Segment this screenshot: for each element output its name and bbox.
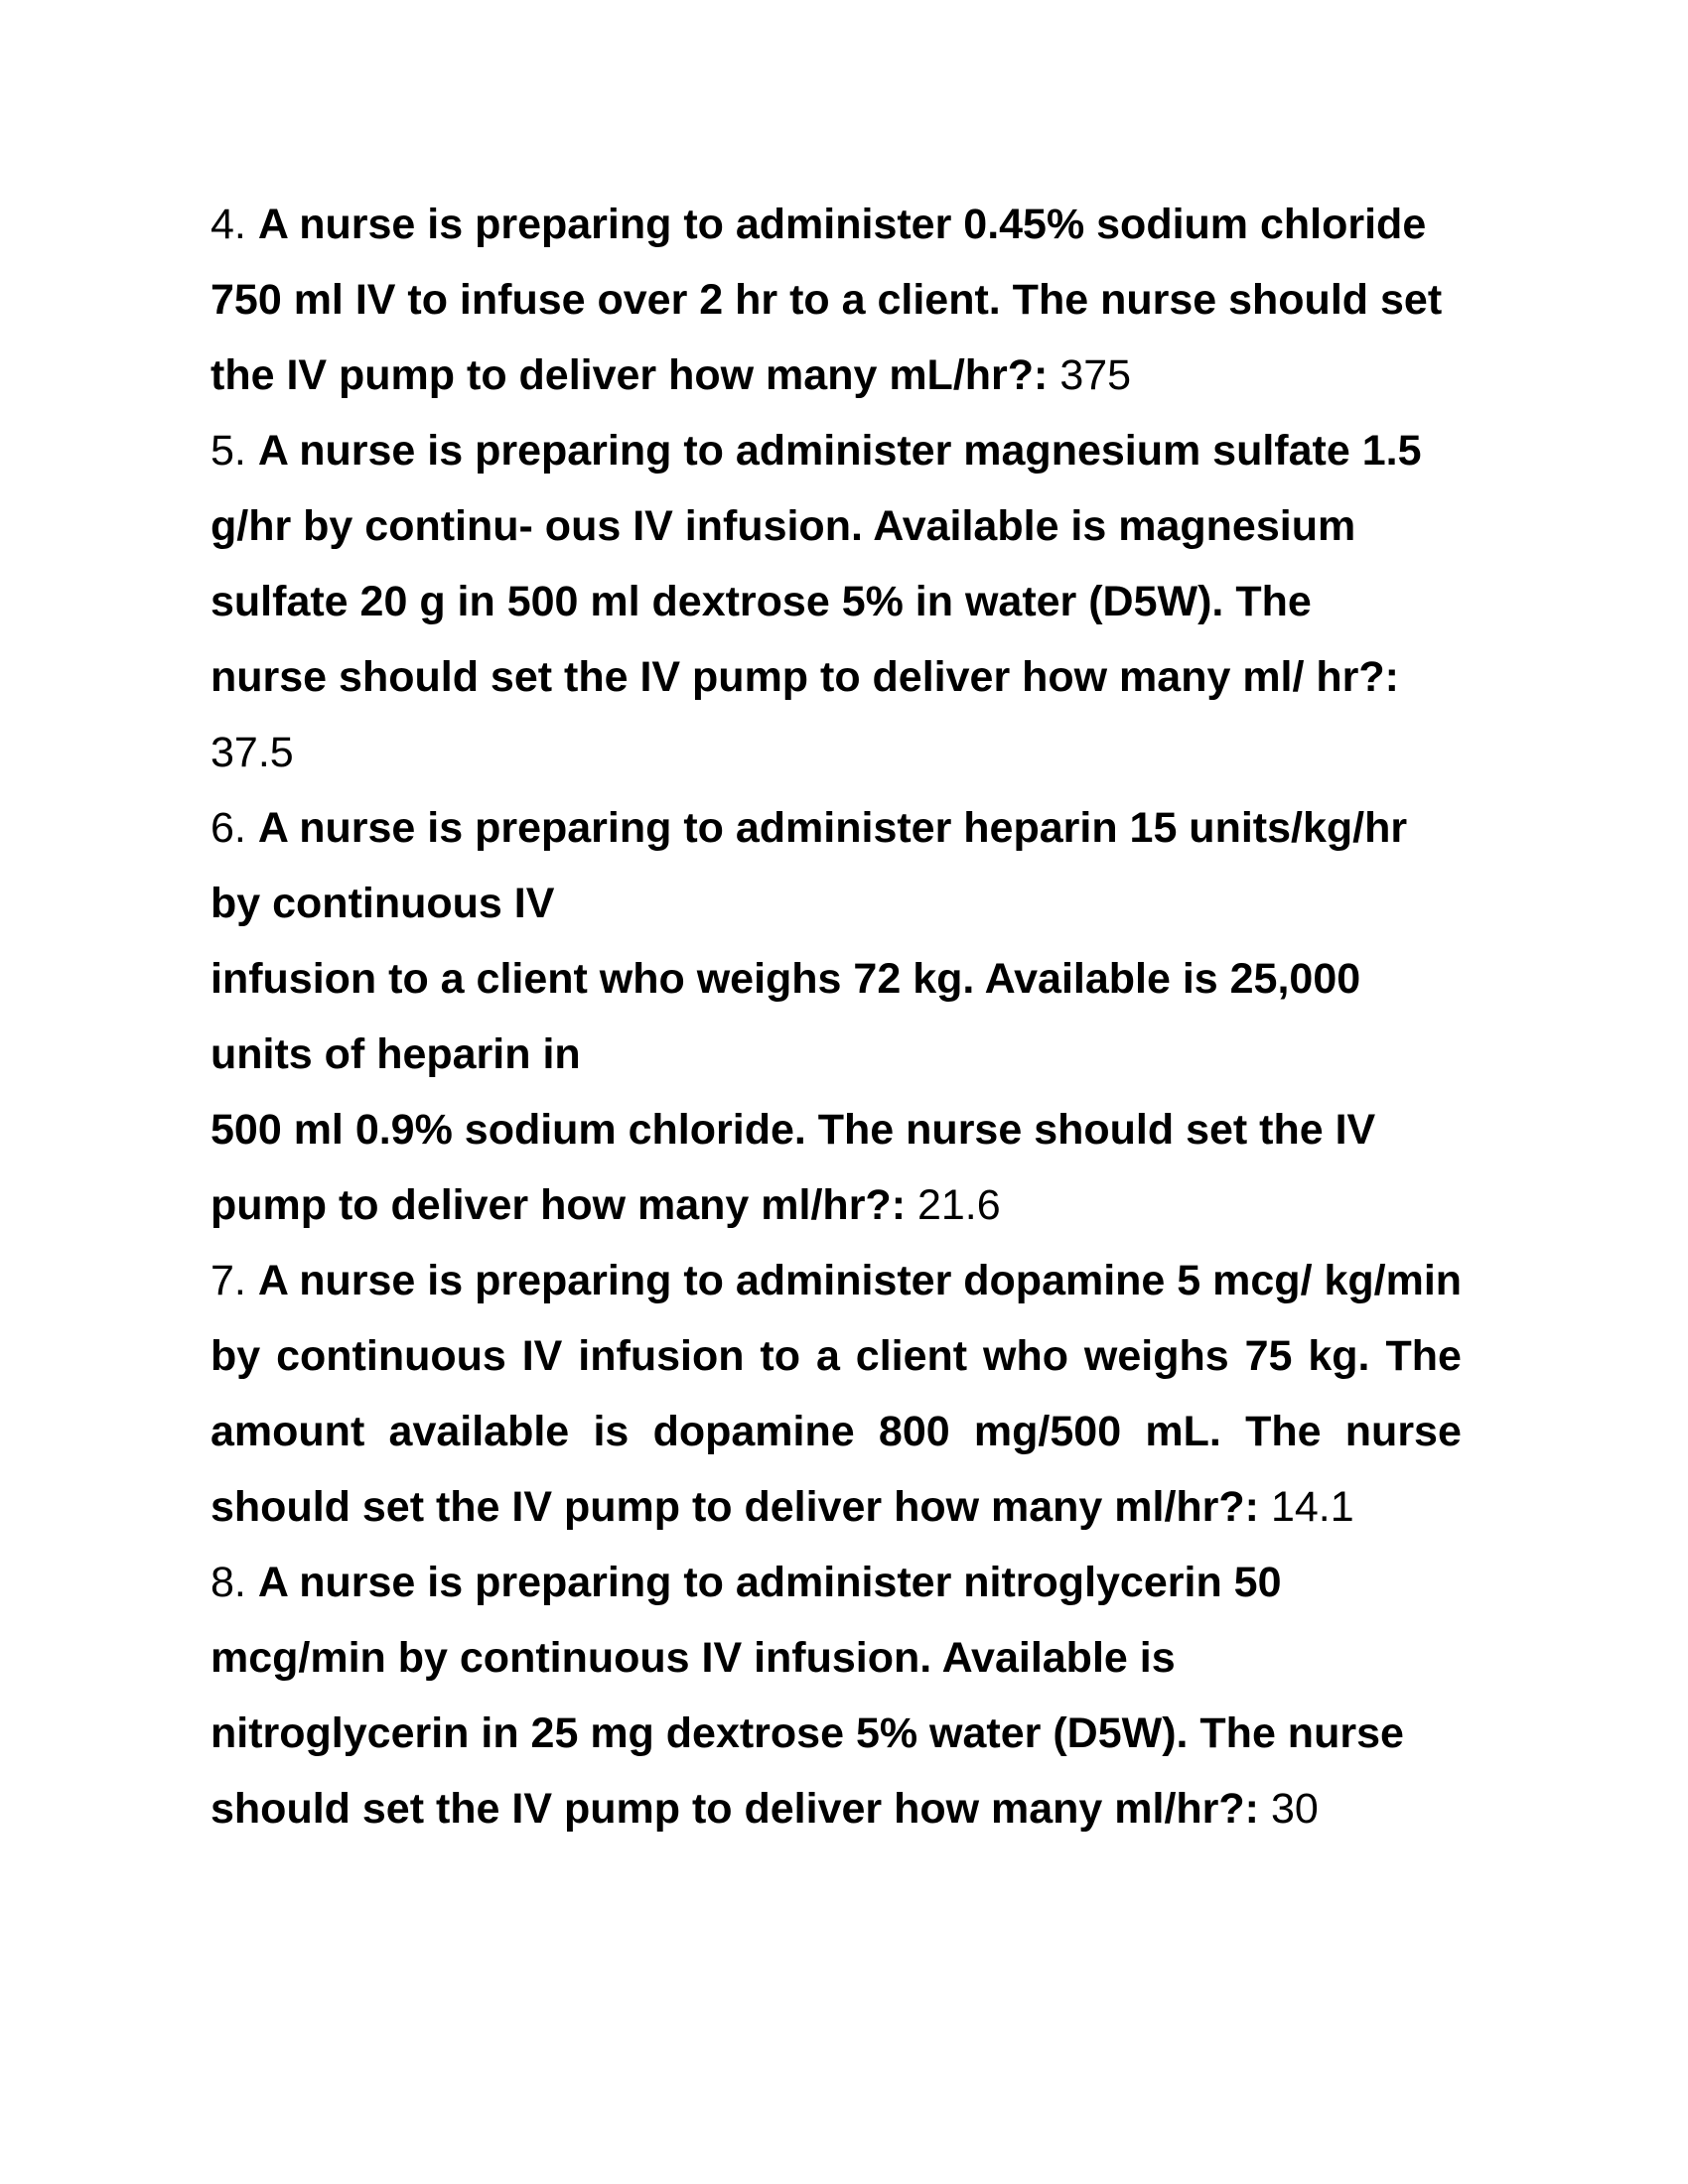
question-line bbox=[211, 1469, 1501, 1545]
question-text: A nurse is preparing to administer magnesium sulfate 1.5 bbox=[257, 427, 1422, 475]
question-line bbox=[211, 1243, 1501, 1318]
question-number: 6. bbox=[211, 804, 246, 852]
question-text: should set the IV pump to deliver how many ml/hr?: bbox=[211, 1785, 1259, 1833]
question-text: should set the IV pump to deliver how many ml/hr?: bbox=[211, 1483, 1259, 1531]
word: mL. bbox=[1145, 1408, 1221, 1455]
word: to bbox=[760, 1332, 801, 1380]
word: weighs bbox=[1083, 1332, 1229, 1380]
question-text: sulfate 20 g in 500 ml dextrose 5% in water (D5W). The bbox=[211, 578, 1312, 625]
word: IV bbox=[521, 1332, 563, 1380]
question-line bbox=[211, 1167, 1501, 1243]
word: a bbox=[815, 1332, 840, 1380]
answer-value: 30 bbox=[1270, 1785, 1319, 1833]
question-text: g/hr by continu- ous IV infusion. Available is magnesium bbox=[211, 502, 1356, 550]
word: available bbox=[388, 1408, 570, 1455]
question-line bbox=[211, 1545, 1501, 1620]
question-5 bbox=[211, 413, 1501, 790]
word: client bbox=[855, 1332, 968, 1380]
question-text: A nurse is preparing to administer dopamine 5 mcg/ kg/min bbox=[257, 1257, 1463, 1304]
question-number: 5. bbox=[211, 427, 246, 475]
word: infusion bbox=[578, 1332, 745, 1380]
question-text: A nurse is preparing to administer heparin 15 units/kg/hr bbox=[257, 804, 1408, 852]
word: The bbox=[1245, 1408, 1322, 1455]
question-text: pump to deliver how many ml/hr?: bbox=[211, 1181, 907, 1229]
word: who bbox=[983, 1332, 1068, 1380]
question-line bbox=[211, 1771, 1501, 1846]
question-text: by continuous IV bbox=[211, 880, 555, 927]
answer-value: 37.5 bbox=[211, 729, 294, 776]
question-number: 7. bbox=[211, 1257, 246, 1304]
question-text: nitroglycerin in 25 mg dextrose 5% water (D5W). The nurse bbox=[211, 1709, 1404, 1757]
document-page bbox=[211, 187, 1501, 1846]
word: continuous bbox=[276, 1332, 506, 1380]
answer-value: 14.1 bbox=[1270, 1483, 1354, 1531]
question-text: mcg/min by continuous IV infusion. Available is bbox=[211, 1634, 1176, 1682]
question-number: 4. bbox=[211, 201, 246, 248]
question-text: nurse should set the IV pump to deliver how many ml/ hr?: bbox=[211, 653, 1399, 701]
question-4 bbox=[211, 187, 1501, 413]
justified-line bbox=[211, 1318, 1462, 1394]
question-7 bbox=[211, 1243, 1501, 1545]
question-text: A nurse is preparing to administer 0.45% sodium chloride bbox=[257, 201, 1427, 248]
question-text: units of heparin in bbox=[211, 1030, 581, 1078]
question-text: A nurse is preparing to administer nitroglycerin 50 bbox=[257, 1559, 1282, 1606]
question-line bbox=[211, 187, 1501, 262]
word: The bbox=[1385, 1332, 1462, 1380]
answer-value: 375 bbox=[1059, 351, 1132, 399]
answer-value: 21.6 bbox=[916, 1181, 1001, 1229]
word: dopamine bbox=[652, 1408, 855, 1455]
question-line bbox=[211, 338, 1501, 413]
question-6 bbox=[211, 790, 1501, 1243]
word: amount bbox=[211, 1408, 365, 1455]
question-text: 750 ml IV to infuse over 2 hr to a client. The nurse should set bbox=[211, 276, 1443, 324]
word: kg. bbox=[1308, 1332, 1370, 1380]
word: 800 bbox=[878, 1408, 950, 1455]
word: 75 bbox=[1244, 1332, 1293, 1380]
word: nurse bbox=[1344, 1408, 1462, 1455]
justified-line bbox=[211, 1394, 1462, 1469]
question-text: infusion to a client who weighs 72 kg. Available is 25,000 bbox=[211, 955, 1361, 1003]
question-line bbox=[211, 790, 1501, 866]
word: mg/500 bbox=[973, 1408, 1122, 1455]
question-text: 500 ml 0.9% sodium chloride. The nurse should set the IV bbox=[211, 1106, 1376, 1154]
word: by bbox=[211, 1332, 261, 1380]
question-number: 8. bbox=[211, 1559, 246, 1606]
question-text: the IV pump to deliver how many mL/hr?: bbox=[211, 351, 1049, 399]
word: is bbox=[593, 1408, 630, 1455]
question-line bbox=[211, 413, 1501, 488]
question-8 bbox=[211, 1545, 1501, 1846]
